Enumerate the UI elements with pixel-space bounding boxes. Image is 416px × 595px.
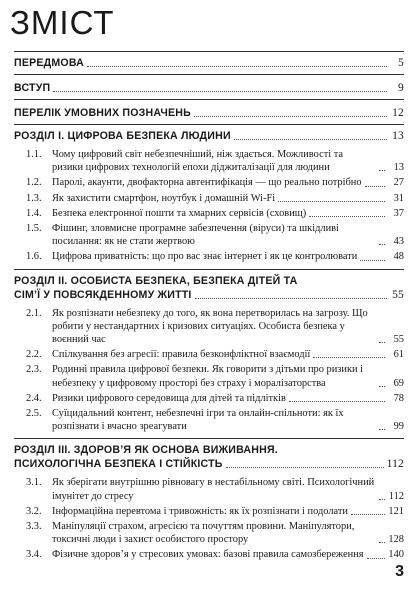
toc-subentry[interactable] bbox=[14, 406, 404, 434]
dot-leader bbox=[309, 216, 385, 217]
toc-entry-introduction[interactable] bbox=[14, 81, 404, 95]
dot-leader bbox=[87, 66, 387, 67]
toc-subentry[interactable] bbox=[14, 347, 404, 362]
toc-subentry-text: Спілкування без агресії: правила безконфліктної взаємодії bbox=[52, 349, 311, 361]
dot-leader bbox=[194, 116, 387, 117]
toc-subentry-number: 3.4. bbox=[26, 549, 42, 561]
toc-subentry-page: 99 bbox=[393, 421, 404, 433]
toc-subentry-text: Фізичне здоров’я у стресових умовах: базові правила самозбереження bbox=[52, 549, 364, 561]
dot-leader bbox=[365, 186, 385, 187]
toc-section-title: РОЗДІЛ ІІ. ОСОБИСТА БЕЗПЕКА, БЕЗПЕКА ДІТЕЙ ТА bbox=[14, 274, 298, 287]
dot-leader bbox=[195, 298, 387, 299]
toc-entry-page: 12 bbox=[392, 107, 404, 119]
toc-subentry-page: 112 bbox=[388, 490, 404, 502]
toc-entry-page: 13 bbox=[392, 130, 404, 142]
toc-subentry-text: Маніпуляції страхом, агресією та почуттям провини. Маніпулятори, токсичні люди і захист особистого простору bbox=[52, 521, 355, 546]
toc-subentry[interactable] bbox=[14, 206, 404, 221]
toc-subentry[interactable] bbox=[14, 475, 404, 503]
toc-subentry[interactable] bbox=[14, 519, 404, 547]
toc-subentry-number: 2.2. bbox=[26, 349, 42, 361]
toc-section-title: РОЗДІЛ І. ЦИФРОВА БЕЗПЕКА ЛЮДИНИ bbox=[14, 130, 231, 142]
toc-subentry[interactable] bbox=[14, 547, 404, 562]
toc-subentry[interactable] bbox=[14, 362, 404, 390]
toc-subentry-number: 3.3. bbox=[26, 521, 42, 533]
toc-subentry-page: 37 bbox=[393, 207, 404, 219]
toc-subentry[interactable] bbox=[14, 504, 404, 519]
toc-subentry[interactable] bbox=[14, 391, 404, 406]
page-number: 3 bbox=[395, 563, 404, 580]
toc-entry-label: ПЕРЕДМОВА bbox=[14, 57, 84, 69]
toc-subentry-number: 1.3. bbox=[26, 192, 42, 204]
toc-entry-page: 9 bbox=[398, 82, 404, 94]
toc-subentry[interactable] bbox=[14, 221, 404, 249]
toc-subentry[interactable] bbox=[14, 147, 404, 175]
toc-subentry-page: 13 bbox=[393, 162, 404, 174]
toc-subentry-number: 1.2. bbox=[26, 177, 42, 189]
toc-entry-abbreviations[interactable] bbox=[14, 106, 404, 120]
toc-subentry-text: Як розпізнати небезпеку до того, як вона перетворилась на загрозу. Що робити у нестандартних і кризових ситуаціях. Особиста безпека у воєнний час bbox=[52, 307, 368, 346]
toc-section-heading[interactable] bbox=[14, 129, 404, 143]
toc-entry-label: ВСТУП bbox=[14, 82, 51, 94]
toc-subentry-page: 27 bbox=[393, 177, 404, 189]
toc-subentry[interactable] bbox=[14, 191, 404, 206]
toc-entry-page: 5 bbox=[398, 57, 404, 69]
toc-subentry-text: Як захистити смартфон, ноутбук і домашній Wi-Fi bbox=[52, 192, 276, 204]
toc-subentry-text: Паролі, акаунти, двофакторна автентифікація — що реально потрібно bbox=[52, 177, 362, 189]
dot-leader bbox=[278, 201, 385, 202]
toc-subentry-page: 31 bbox=[393, 192, 404, 204]
toc-subentry[interactable] bbox=[14, 306, 404, 348]
toc-subentry-number: 2.4. bbox=[26, 392, 42, 404]
toc-subentry-text: Фішинг, зловмисне програмне забезпечення (віруси) та шкідливі посилання: як не стати жертвою bbox=[52, 223, 339, 248]
dot-leader bbox=[234, 139, 387, 140]
page-title: ЗМІСТ bbox=[10, 4, 115, 41]
toc-subentry[interactable] bbox=[14, 175, 404, 190]
toc-section-title-line2: СІМ’Ї У ПОВСЯКДЕННОМУ ЖИТТІ bbox=[14, 288, 192, 301]
toc-subentry-text: Родинні правила цифрової безпеки. Як говорити з дітьми про ризики і небезпеку у цифровому просторі без страху і моралізаторства bbox=[52, 364, 364, 389]
toc-section-heading[interactable] bbox=[14, 274, 404, 302]
dot-leader bbox=[289, 401, 385, 402]
toc-subentry-page: 61 bbox=[393, 349, 404, 361]
dot-leader bbox=[226, 467, 384, 468]
toc-subentry-text: Інформаційна перевтома і тривожність: як їх розпізнати і подолати bbox=[52, 505, 348, 517]
toc-subentry-text: Безпека електронної пошти та хмарних сервісів (сховищ) bbox=[52, 207, 307, 219]
toc-section-heading[interactable] bbox=[14, 443, 404, 471]
toc-entry-label: ПЕРЕЛІК УМОВНИХ ПОЗНАЧЕНЬ bbox=[14, 107, 191, 119]
toc-section-title-line2: ПСИХОЛОГІЧНА БЕЗПЕКА І СТІЙКІСТЬ bbox=[14, 458, 223, 471]
dot-leader bbox=[367, 558, 386, 559]
toc-entry-page: 55 bbox=[392, 288, 404, 301]
dot-leader bbox=[313, 357, 385, 358]
dot-leader bbox=[379, 429, 385, 430]
toc-subentry-page: 140 bbox=[388, 549, 404, 561]
toc-subentry-number: 3.1. bbox=[26, 477, 42, 489]
table-of-contents bbox=[14, 51, 404, 563]
toc-subentry-page: 55 bbox=[393, 334, 404, 346]
dot-leader bbox=[379, 342, 385, 343]
toc-subentry-number: 1.1. bbox=[26, 149, 42, 160]
toc-subentry-page: 78 bbox=[393, 392, 404, 404]
toc-subentry-page: 43 bbox=[393, 236, 404, 248]
toc-subentry-text: Як зберігати внутрішню рівновагу в нестабільному світі. Психологічний імунітет до стресу bbox=[52, 477, 375, 502]
dot-leader bbox=[53, 91, 387, 92]
toc-subentry-number: 3.2. bbox=[26, 505, 42, 517]
dot-leader bbox=[379, 170, 385, 171]
toc-subentry-page: 69 bbox=[393, 377, 404, 389]
toc-subentry-page: 48 bbox=[393, 251, 404, 263]
toc-subentry[interactable] bbox=[14, 249, 404, 264]
toc-subentry-number: 1.5. bbox=[26, 223, 42, 235]
toc-entry-page: 112 bbox=[386, 458, 404, 471]
toc-subentry-text: Ризики цифрового середовища для дітей та підлітків bbox=[52, 392, 286, 404]
toc-subentry-number: 2.3. bbox=[26, 364, 42, 376]
dot-leader bbox=[379, 499, 385, 500]
toc-entry-preface[interactable] bbox=[14, 56, 404, 70]
toc-subentry-text: Цифрова приватність: що про вас знає інтернет і як це контролювати bbox=[52, 251, 358, 263]
dot-leader bbox=[351, 514, 385, 515]
toc-subentry-page: 128 bbox=[388, 534, 404, 546]
toc-subentry-text: Чому цифровий світ небезпечніший, ніж здається. Можливості та ризики цифрових технологій епохи діджиталізації для людини bbox=[52, 149, 344, 174]
toc-subentry-number: 2.5. bbox=[26, 408, 42, 420]
toc-subentry-page: 121 bbox=[388, 505, 404, 517]
toc-subentry-number: 1.4. bbox=[26, 207, 42, 219]
toc-subentry-number: 2.1. bbox=[26, 307, 42, 319]
toc-subentry-number: 1.6. bbox=[26, 251, 42, 263]
dot-leader bbox=[379, 386, 385, 387]
toc-subentry-text: Суїцидальний контент, небезпечні ігри та онлайн-спільноти: як їх розпізнати і вчасно зреагувати bbox=[52, 408, 344, 433]
dot-leader bbox=[379, 244, 385, 245]
dot-leader bbox=[379, 542, 385, 543]
dot-leader bbox=[360, 260, 385, 261]
toc-section-title: РОЗДІЛ ІІІ. ЗДОРОВ’Я ЯК ОСНОВА ВИЖИВАННЯ. bbox=[14, 444, 278, 457]
